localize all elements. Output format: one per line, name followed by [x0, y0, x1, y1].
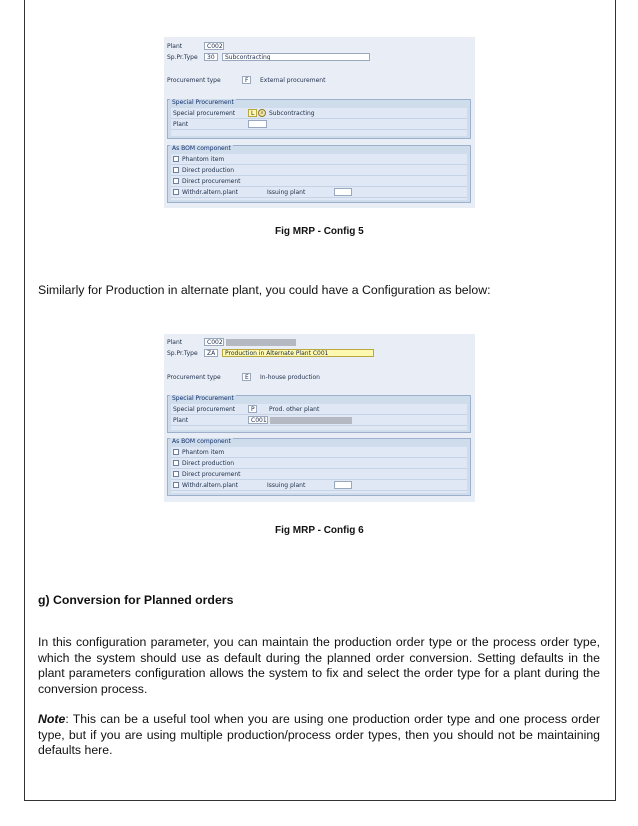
note-text: : This can be a useful tool when you are using one production order type and one process order type, but if you are using multiple production/process order types, then you should not be maintaining defaults here. [38, 712, 600, 757]
procurement-type-field[interactable]: E [242, 373, 251, 381]
sp-plant-label: Plant [173, 121, 189, 128]
special-procurement-field[interactable]: L [248, 109, 257, 117]
note-paragraph [38, 712, 600, 759]
special-procurement-group [167, 99, 471, 139]
sp-plant-label: Plant [173, 417, 189, 424]
special-procurement-label: Special procurement [173, 406, 236, 413]
sptype-desc-field: Subcontracting [222, 53, 370, 61]
special-procurement-group [167, 395, 471, 433]
direct-production-checkbox[interactable] [173, 460, 179, 466]
match-help-icon[interactable]: ⌕ [258, 109, 266, 117]
sptype-field[interactable]: 30 [204, 53, 218, 61]
withdr-altern-plant-checkbox[interactable] [173, 482, 179, 488]
special-procurement-desc: Subcontracting [269, 110, 315, 117]
figure-caption: Fig MRP - Config 5 [275, 226, 364, 237]
group-title: As BOM component [172, 145, 231, 152]
body-paragraph: In this configuration parameter, you can maintain the production order type or the process order type, which the system should use as default during the planned order conversion. Setting defaults in the plant parameters configuration allows the system to fix and select the order type for a plant during the conversion process. [38, 635, 600, 696]
group-title: As BOM component [172, 438, 231, 445]
withdr-altern-plant-label: Withdr.altern.plant [182, 482, 239, 489]
plant-label: Plant [167, 43, 183, 50]
procurement-type-desc: In-house production [260, 374, 320, 381]
sp-plant-desc-bar [270, 417, 352, 424]
direct-procurement-checkbox[interactable] [173, 471, 179, 477]
phantom-item-label: Phantom item [182, 449, 225, 456]
figure-caption: Fig MRP - Config 6 [275, 525, 364, 536]
phantom-item-checkbox[interactable] [173, 156, 179, 162]
sap-screenshot-config-5 [164, 37, 475, 208]
group-title: Special Procurement [172, 395, 234, 402]
sptype-label: Sp.Pr.Type [167, 350, 198, 357]
issuing-plant-label: Issuing plant [267, 482, 306, 489]
sptype-desc-field[interactable]: Production in Alternate Plant C001 [222, 349, 374, 357]
procurement-type-label: Procurement type [167, 374, 221, 381]
issuing-plant-field[interactable] [334, 188, 352, 196]
note-label: Note [38, 712, 66, 726]
procurement-type-field[interactable]: F [242, 76, 251, 84]
direct-procurement-label: Direct procurement [182, 471, 241, 478]
bom-component-group [167, 438, 471, 496]
sp-plant-field[interactable] [248, 120, 267, 128]
direct-production-checkbox[interactable] [173, 167, 179, 173]
issuing-plant-label: Issuing plant [267, 189, 306, 196]
procurement-type-desc: External procurement [260, 77, 326, 84]
special-procurement-desc: Prod. other plant [269, 406, 320, 413]
sptype-label: Sp.Pr.Type [167, 54, 198, 61]
plant-field[interactable]: C002 [204, 338, 224, 346]
section-heading: g) Conversion for Planned orders [38, 593, 234, 607]
plant-desc-bar [226, 339, 296, 346]
special-procurement-label: Special procurement [173, 110, 236, 117]
issuing-plant-field[interactable] [334, 481, 352, 489]
direct-production-label: Direct production [182, 460, 235, 467]
withdr-altern-plant-label: Withdr.altern.plant [182, 189, 239, 196]
direct-production-label: Direct production [182, 167, 235, 174]
sp-plant-field[interactable]: C001 [248, 416, 268, 424]
sptype-field[interactable]: ZA [204, 349, 218, 357]
phantom-item-checkbox[interactable] [173, 449, 179, 455]
direct-procurement-label: Direct procurement [182, 178, 241, 185]
intro-paragraph: Similarly for Production in alternate plant, you could have a Configuration as below: [38, 283, 491, 297]
procurement-type-label: Procurement type [167, 77, 221, 84]
special-procurement-field[interactable]: P [248, 405, 257, 413]
phantom-item-label: Phantom item [182, 156, 225, 163]
plant-field[interactable]: C002 [204, 42, 224, 50]
withdr-altern-plant-checkbox[interactable] [173, 189, 179, 195]
sap-screenshot-config-6 [164, 334, 475, 502]
direct-procurement-checkbox[interactable] [173, 178, 179, 184]
plant-label: Plant [167, 339, 183, 346]
bom-component-group [167, 145, 471, 203]
group-title: Special Procurement [172, 99, 234, 106]
